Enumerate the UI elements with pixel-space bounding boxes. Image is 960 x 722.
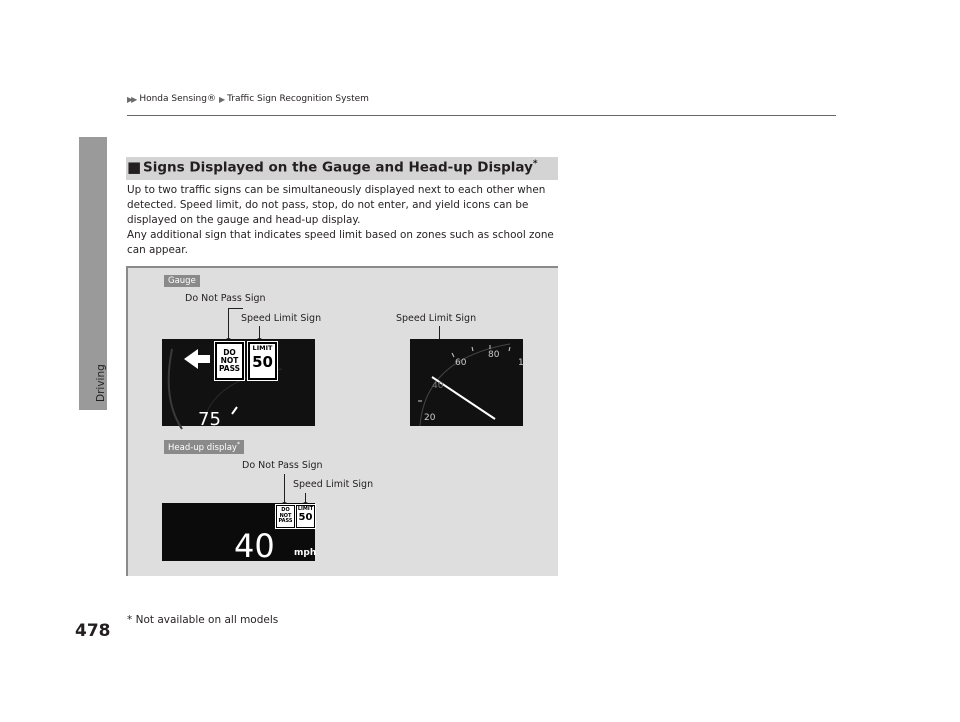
leader-line: [228, 308, 229, 340]
sign-value: 50: [298, 512, 313, 523]
breadcrumb-item[interactable]: Traffic Sign Recognition System: [227, 94, 369, 104]
callout-do-not-pass: Do Not Pass Sign: [242, 460, 323, 471]
sign-text: NOT: [279, 512, 292, 519]
gauge-display-left: [162, 339, 315, 430]
panel-border: [126, 266, 558, 268]
tick-label: 60: [455, 358, 467, 368]
hud-tag: [164, 440, 244, 454]
chevron-right-icon: ▶▶: [127, 94, 136, 104]
footnote-asterisk: *: [532, 159, 538, 169]
sign-text: PASS: [278, 518, 293, 525]
callout-do-not-pass: Do Not Pass Sign: [185, 293, 266, 304]
leader-line: [284, 474, 285, 504]
tick-label: 1: [518, 358, 524, 368]
do-not-pass-sign: [276, 505, 295, 528]
paragraph: Any additional sign that indicates speed limit based on zones such as school zone can appear.: [127, 229, 554, 256]
sign-text: LIMIT: [252, 344, 273, 352]
tick-label: 40: [432, 381, 444, 391]
gauge-display-right: [410, 339, 523, 426]
do-not-pass-sign: [215, 342, 244, 380]
panel-border: [126, 266, 128, 576]
section-marker-icon: ■: [127, 158, 142, 176]
speed-limit-sign: [248, 342, 277, 380]
sign-text: PASS: [218, 364, 241, 373]
tick-label: 20: [424, 413, 436, 423]
sign-text: DO: [281, 507, 290, 514]
section-title-text: Signs Displayed on the Gauge and Head-up Display: [143, 159, 533, 176]
hud-speed-value: 40: [234, 527, 275, 565]
gauge-tag: Gauge: [164, 275, 200, 287]
chapter-label: Driving: [95, 364, 107, 402]
speed-limit-sign: [296, 505, 315, 528]
body-text: [127, 183, 567, 258]
head-up-display: [162, 503, 317, 565]
hud-speed-unit: mph: [294, 548, 317, 558]
footnote: * Not available on all models: [127, 614, 279, 626]
callout-speed-limit: Speed Limit Sign: [241, 313, 322, 324]
hud-tag-text: Head-up display: [168, 442, 237, 453]
callout-speed-limit: Speed Limit Sign: [293, 479, 374, 490]
header-divider: [127, 115, 836, 116]
breadcrumb: [127, 94, 372, 104]
leader-line: [228, 308, 243, 309]
paragraph: Up to two traffic signs can be simultaneously displayed next to each other when detected. Speed limit, do not pass, stop, do not enter, and yield icons can be displayed on the gauge and head-up display.: [127, 184, 546, 226]
page-number: 478: [75, 621, 111, 641]
callout-speed-limit-right: Speed Limit Sign: [396, 313, 477, 324]
sign-text: LIMIT: [297, 506, 314, 512]
section-title: [143, 159, 538, 176]
sign-text: DO: [223, 348, 236, 357]
breadcrumb-item[interactable]: Honda Sensing®: [139, 94, 216, 104]
sign-value: 50: [252, 353, 273, 371]
tick-label: 80: [488, 350, 500, 360]
footnote-asterisk: *: [236, 441, 240, 448]
gauge-speed-value: 75: [198, 409, 221, 430]
chevron-right-icon: ▶: [218, 94, 224, 104]
sign-text: NOT: [220, 356, 239, 365]
